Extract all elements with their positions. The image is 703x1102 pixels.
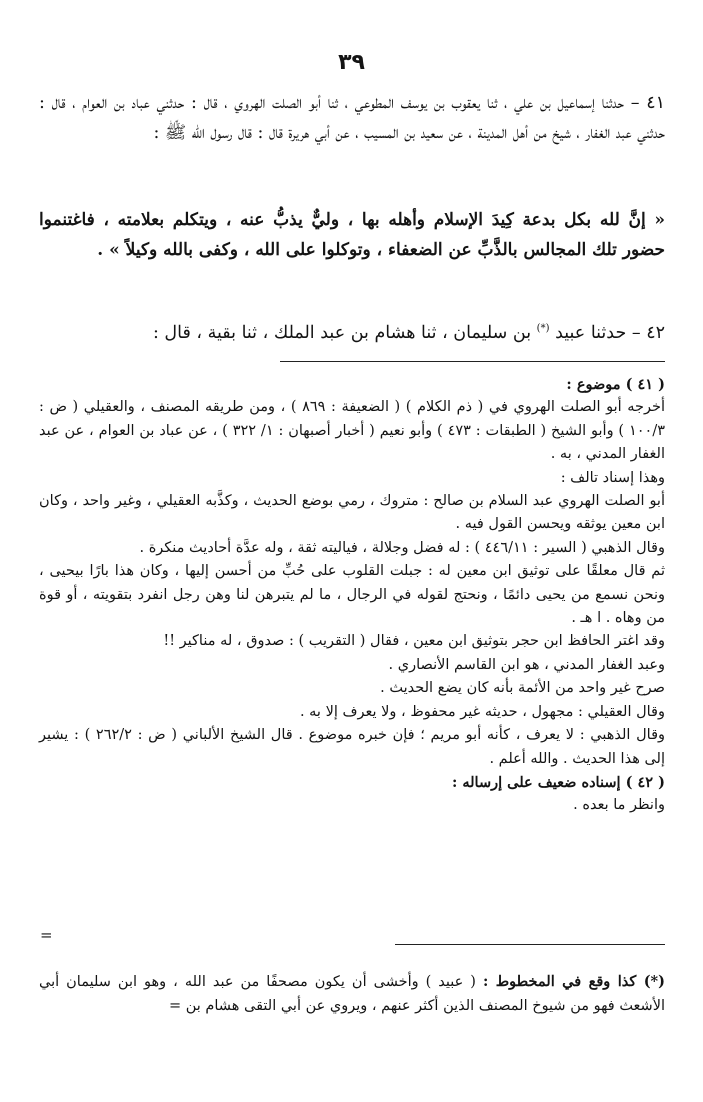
note-41-line: وقال الذهبي ( السير : ٤٤٦/١١ ) : له فضل وجلالة ، فياليته ثقة ، وله عدَّة أحاديث منكرة . [139,539,665,556]
footnote-section [39,970,665,1018]
page-number: ٣٩ [338,50,365,75]
hadith-41-quote: « إنَّ لله بكل بدعة كِيدَ الإسلام وأهله بها ، وليٌّ يذبُّ عنه ، ويتكلم بعلامته ، فاغتنموا حضور تلك المجالس بالذَّبِّ عن الضعفاء ، وتوكلوا على الله ، وكفى بالله وكيلاً » . [39,210,665,260]
hadith-42-text-after: بن سليمان ، ثنا هشام بن عبد الملك ، ثنا بقية ، قال : [152,322,532,343]
hadith-41-text: ٤١ – حدثنا إسماعيل بن علي ، ثنا يعقوب بن يوسف المطوعي ، ثنا أبو الصلت الهروي ، قال : حدثني عباد بن العوام ، قال : حدثني عبد الغفار ، شيخ من أهل المدينة ، عن سعيد بن المسيب ، عن أبي هريرة قال : قال رسول الله ﷺ : [39,93,665,143]
notes-divider [280,361,665,362]
hadith-42-text-before: ٤٢ – حدثنا عبيد [555,322,665,343]
notes-section [39,373,665,818]
note-41-line: وقال الذهبي : لا يعرف ، كأنه أبو مريم ؛ فإن خبره موضوع . قال الشيخ الألباني ( ض : ٢٦٢/٢ ) : يشير إلى هذا الحديث . والله أعلم . [39,727,666,767]
note-41-line: ثم قال معلقًا على توثيق ابن معين له : جبلت القلوب على حُبِّ من أحسن إليها ، وكان هذا بارًا بيحيى ، ونحن نسمع من يحيى دائمًا ، ونحتج لقوله في الرجال ، ما لم يتبرهن لنا وهن رجل انفرد بتقويته ، أو قوة من وهاه . ا هـ . [39,563,665,627]
note-41-heading: ( ٤١ ) موضوع : [566,376,665,393]
note-42-line: وانظر ما بعده . [573,797,665,814]
footnote-heading: (*) كذا وقع في المخطوط : [482,973,665,990]
continuation-mark: = [40,926,53,944]
footnote-text: ( عبيد ) وأخشى أن يكون مصحفًا من عبد الله ، وهو ابن سليمان أبي الأشعث فهو من شيوخ المصنف الذين أكثر عنهم ، ويروي عن أبي التقى هشام بن = [39,974,665,1014]
note-41-line: وقال العقيلي : مجهول ، حديثه غير محفوظ ، ولا يعرف إلا به . [299,703,665,720]
note-41-line: صرح غير واحد من الأئمة بأنه كان يضع الحديث . [380,680,665,697]
footnote-divider [395,944,665,945]
note-41-line: أخرجه أبو الصلت الهروي في ( ذم الكلام ) ( الضعيفة : ٨٦٩ ) ، ومن طريقه المصنف ، والعقيلي ( ض : ١٠٠/٣ ) وأبو الشيخ ( الطبقات : ٤٧٣ ) وأبو نعيم ( أخبار أصبهان : ١/ ٣٢٢ ) ، عن عباد بن العوام ، عن عبد الغفار المدني ، به . [39,399,665,463]
note-41-line: وعبد الغفار المدني ، هو ابن القاسم الأنصاري . [388,656,665,673]
note-42-heading: ( ٤٢ ) إسناده ضعيف على إرساله : [451,773,665,791]
hadith-42-text [39,314,665,348]
note-41-line: وقد اغتر الحافظ ابن حجر بتوثيق ابن معين ، فقال ( التقريب ) : صدوق ، له مناكير !! [163,633,665,650]
note-41-line: وهذا إسناد تالف : [560,469,665,486]
footnote-marker: (*) [536,323,550,334]
note-41-line: أبو الصلت الهروي عبد السلام بن صالح : متروك ، رمي بوضع الحديث ، وكذَّبه العقيلي ، وغير واحد ، وكان ابن معين يوثقه ويحسن القول فيه . [39,493,665,533]
